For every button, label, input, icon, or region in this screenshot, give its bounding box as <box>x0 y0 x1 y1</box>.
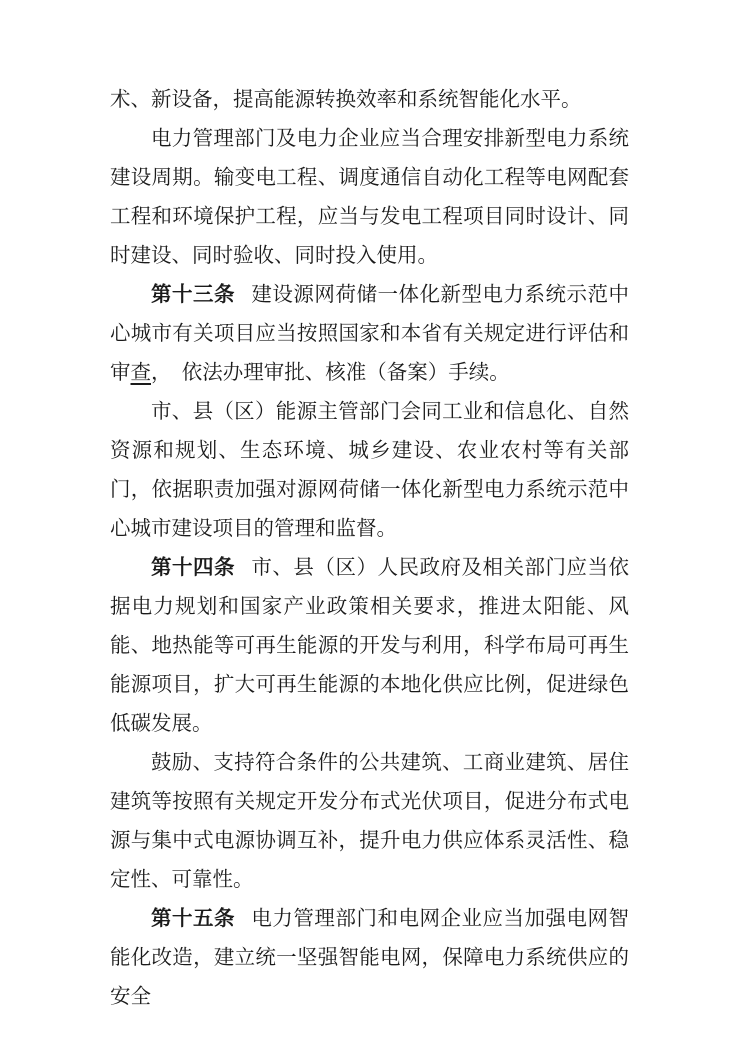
paragraph-text: 电力管理部门和电网企业应当加强电网智能化改造，建立统一坚强智能电网，保障电力系统供应的安全 <box>110 907 630 1008</box>
underlined-text: 查 <box>130 361 151 384</box>
paragraph-text: 建设源网荷储一体化新型电力系统示范中心城市有关项目应当按照国家和本省有关规定进行评估和审 <box>110 283 630 384</box>
article-number-label: 第十五条 <box>151 907 236 930</box>
paragraph-body <box>110 119 629 275</box>
paragraph-article-14 <box>110 548 629 743</box>
article-number-label: 第十三条 <box>151 283 236 306</box>
article-number-label: 第十四条 <box>151 556 236 579</box>
paragraph-text: 市、县（区）人民政府及相关部门应当依据电力规划和国家产业政策相关要求，推进太阳能、风能、地热能等可再生能源的开发与利用，科学布局可再生能源项目，扩大可再生能源的本地化供应比例，促进绿色低碳发展。 <box>110 556 630 735</box>
paragraph-body <box>110 743 629 899</box>
paragraph-text: 市、县（区）能源主管部门会同工业和信息化、自然资源和规划、生态环境、城乡建设、农业农村等有关部门，依据职责加强对源网荷储一体化新型电力系统示范中心城市建设项目的管理和监督。 <box>110 400 629 540</box>
paragraph-continuation <box>110 80 629 119</box>
paragraph-text: 术、新设备，提高能源转换效率和系统智能化水平。 <box>110 88 582 111</box>
paragraph-text: ， 依法办理审批、核准（备案）手续。 <box>151 361 510 384</box>
paragraph-text: 电力管理部门及电力企业应当合理安排新型电力系统建设周期。输变电工程、调度通信自动化工程等电网配套工程和环境保护工程，应当与发电工程项目同时设计、同时建设、同时验收、同时投入使用。 <box>110 127 629 267</box>
paragraph-text: 鼓励、支持符合条件的公共建筑、工商业建筑、居住建筑等按照有关规定开发分布式光伏项目，促进分布式电源与集中式电源协调互补，提升电力供应体系灵活性、稳定性、可靠性。 <box>110 751 629 891</box>
paragraph-article-13 <box>110 275 629 392</box>
paragraph-article-15 <box>110 899 629 1016</box>
paragraph-body <box>110 392 629 548</box>
